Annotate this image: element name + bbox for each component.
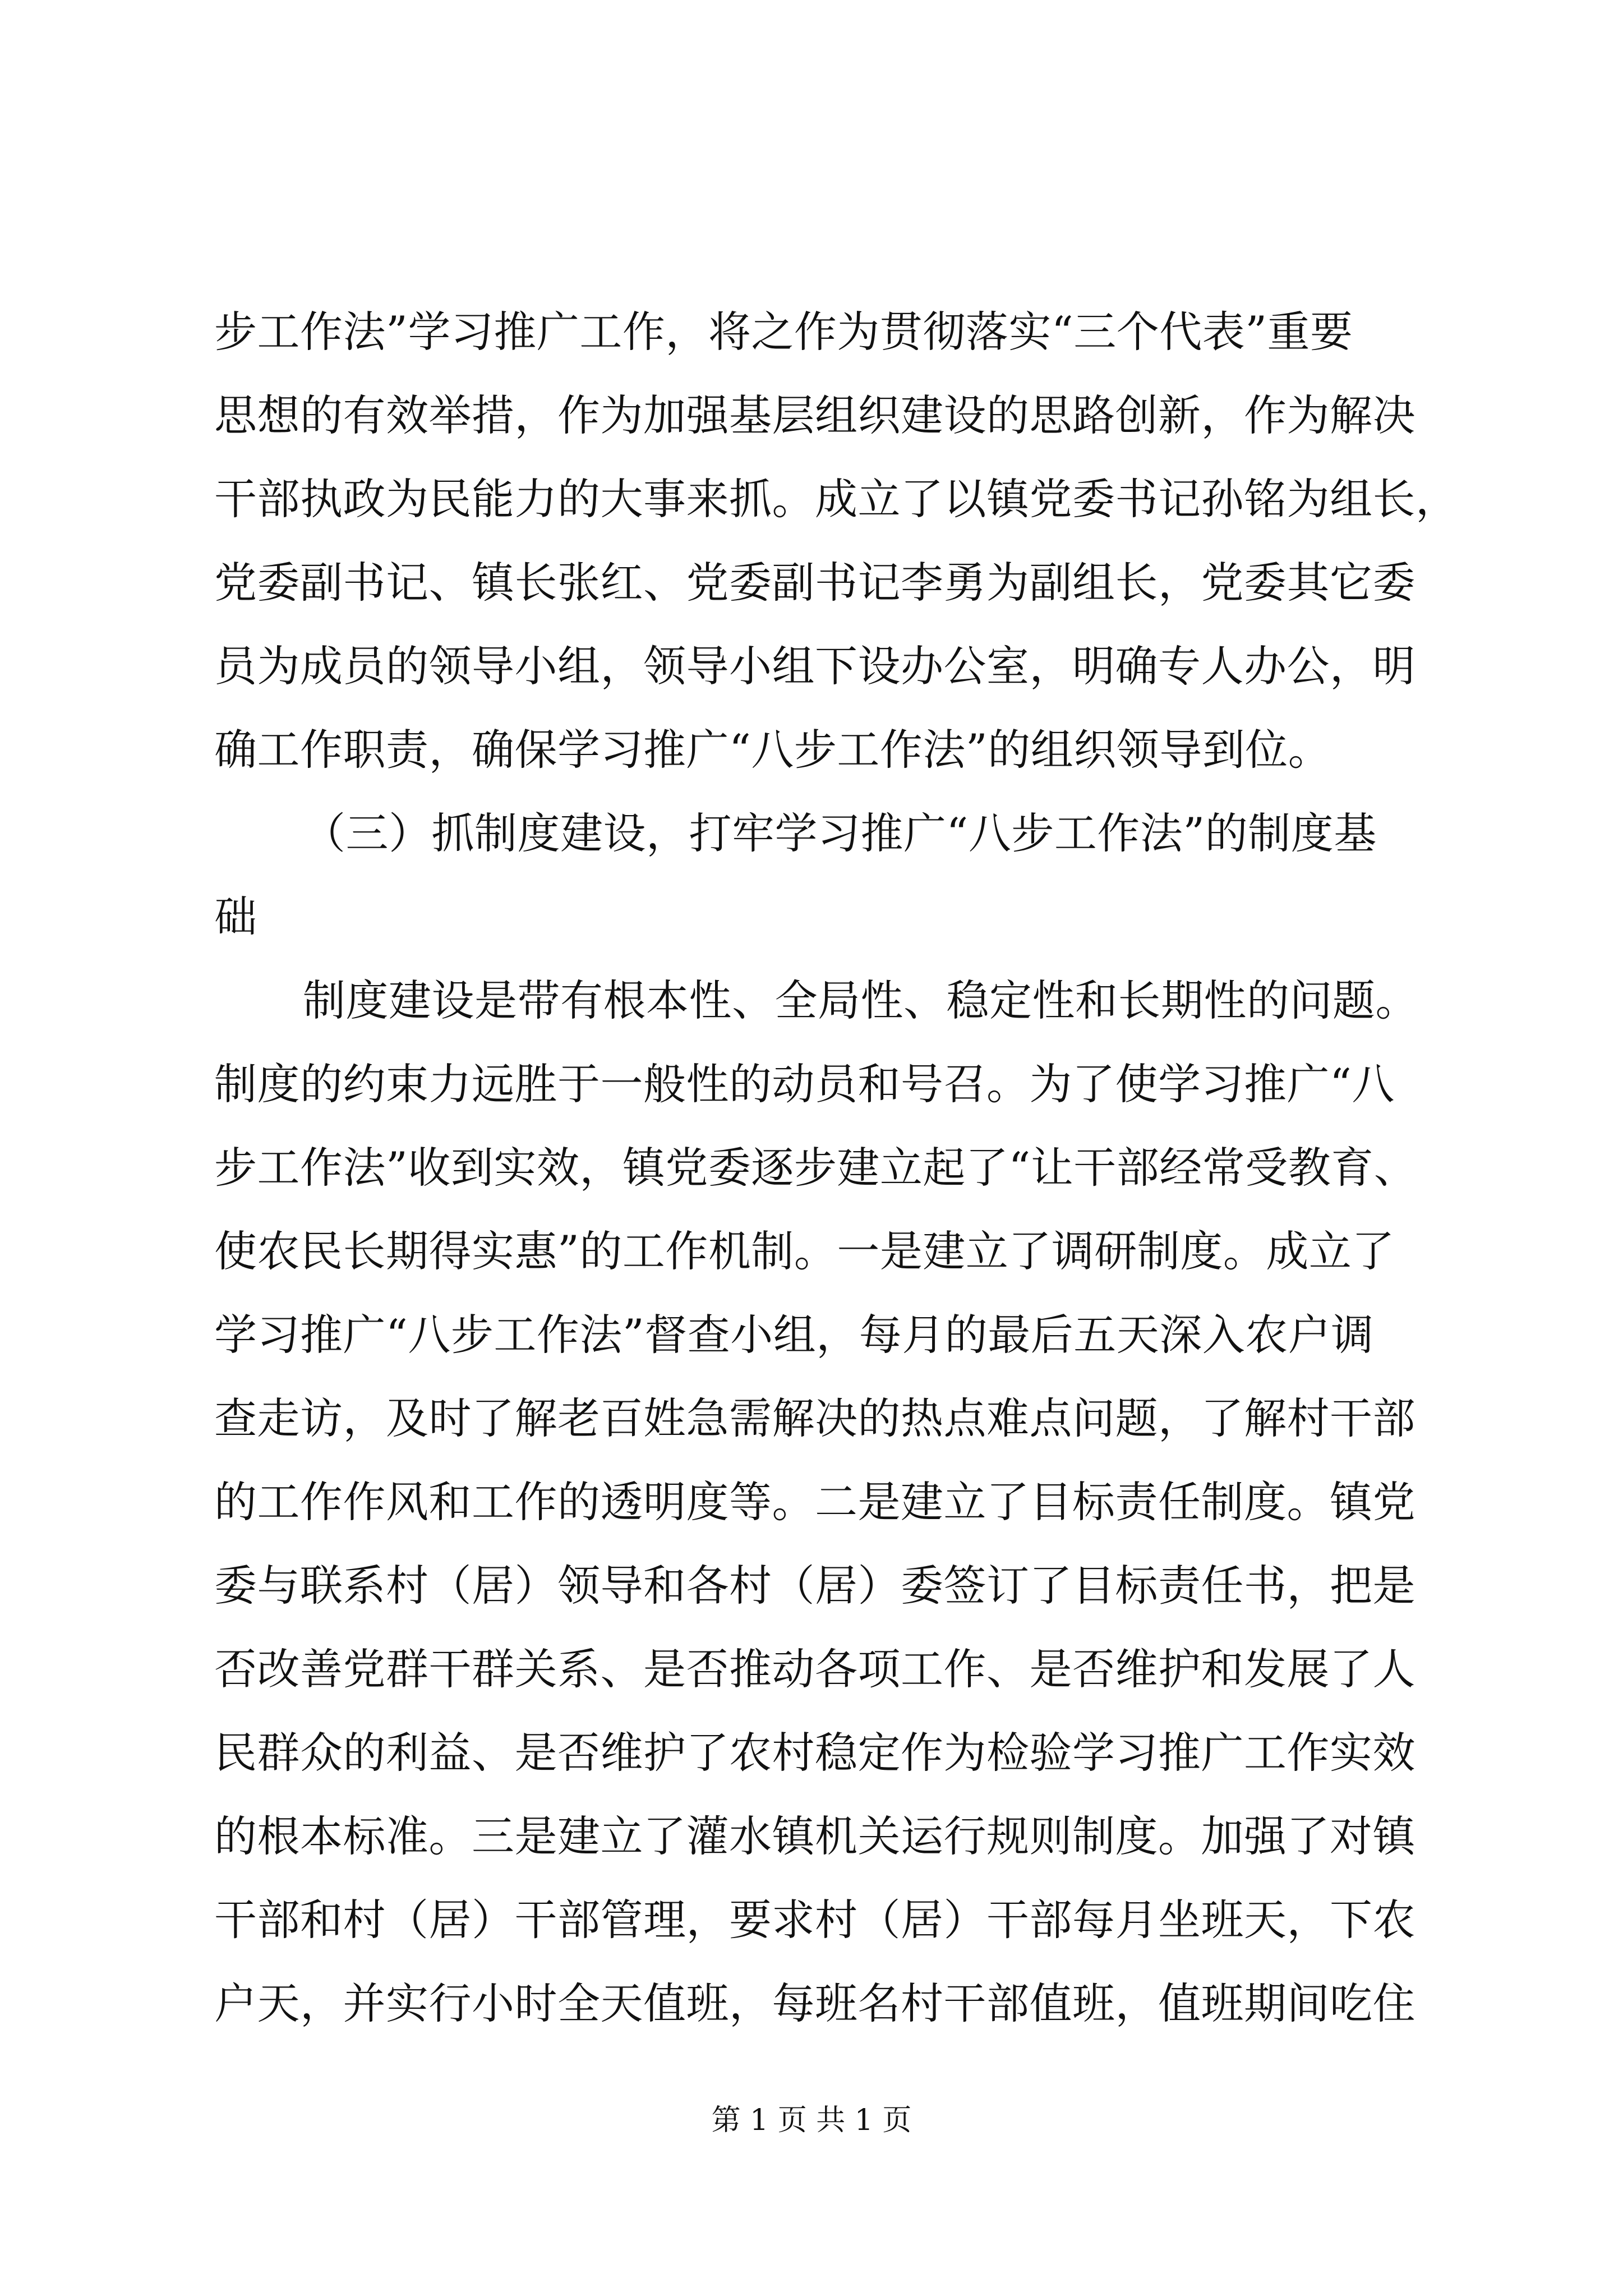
text-line: 的工作作风和工作的透明度等。二是建立了目标责任制度。镇党 [214,1477,1415,1527]
text-line: 查走访，及时了解老百姓急需解决的热点难点问题，了解村干部 [214,1393,1415,1443]
text-line: 学习推广“八步工作法”督查小组，每月的最后五天深入农户调 [214,1310,1374,1360]
text-line: 确工作职责，确保学习推广“八步工作法”的组织领导到位。 [214,725,1331,775]
text-line: 民群众的利益、是否维护了农村稳定作为检验学习推广工作实效 [214,1728,1415,1778]
text-line: 否改善党群干群关系、是否推动各项工作、是否维护和发展了人 [214,1644,1415,1694]
page-footer: 第 1 页 共 1 页 [711,2104,912,2137]
text-line: 干部执政为民能力的大事来抓。成立了以镇党委书记孙铭为组长， [214,474,1459,524]
text-line: 步工作法”收到实效，镇党委逐步建立起了“让干部经常受教育、 [214,1143,1417,1193]
text-line: 思想的有效举措，作为加强基层组织建设的思路创新，作为解决 [214,390,1415,440]
text-line: 户天，并实行小时全天值班，每班名村干部值班，值班期间吃住 [214,1978,1415,2028]
section-heading: （三）抓制度建设，打牢学习推广“八步工作法”的制度基 [303,808,1377,858]
text-line: 的根本标准。三是建立了灌水镇机关运行规则制度。加强了对镇 [214,1811,1415,1861]
text-line: 步工作法”学习推广工作，将之作为贯彻落实“三个代表”重要 [214,307,1353,357]
paragraph-start: 制度建设是带有根本性、全局性、稳定性和长期性的问题。 [303,976,1418,1025]
section-heading-continuation: 础 [214,892,257,942]
text-line: 使农民长期得实惠”的工作机制。一是建立了调研制度。成立了 [214,1226,1395,1276]
text-line: 制度的约束力远胜于一般性的动员和号召。为了使学习推广“八 [214,1059,1395,1109]
text-line: 员为成员的领导小组，领导小组下设办公室，明确专人办公，明 [214,641,1415,691]
text-line: 委与联系村（居）领导和各村（居）委签订了目标责任书，把是 [214,1561,1415,1611]
text-line: 干部和村（居）干部管理，要求村（居）干部每月坐班天，下农 [214,1895,1415,1945]
text-line: 党委副书记、镇长张红、党委副书记李勇为副组长，党委其它委 [214,558,1415,608]
